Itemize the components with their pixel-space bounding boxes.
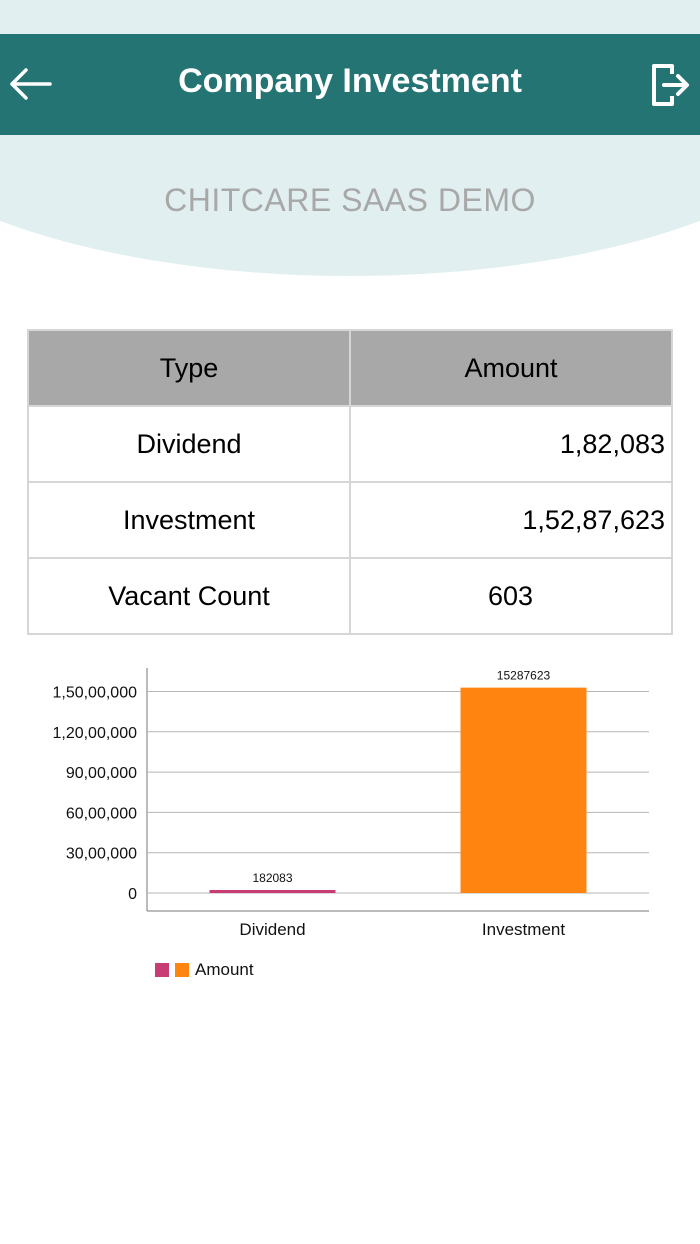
table-row (28, 406, 672, 482)
y-tick-label: 60,00,000 (65, 805, 137, 823)
column-header-type: Type (28, 330, 350, 406)
y-tick-label: 1,50,00,000 (52, 684, 137, 702)
column-header-amount: Amount (350, 330, 672, 406)
y-tick-label: 30,00,000 (65, 845, 137, 863)
bar-investment (461, 688, 587, 893)
x-tick-label: Investment (481, 920, 566, 939)
cell-type: Investment (28, 482, 350, 558)
company-name: CHITCARE SAAS DEMO (164, 182, 536, 218)
y-tick-label: 0 (128, 886, 137, 903)
table-row (28, 558, 672, 634)
legend-swatch-dividend (155, 963, 169, 977)
cell-amount: 1,52,87,623 (350, 482, 672, 558)
cell-amount: 603 (350, 558, 672, 634)
cell-type: Dividend (28, 406, 350, 482)
logout-button[interactable] (650, 62, 690, 108)
x-tick-label: Dividend (239, 920, 306, 939)
table-row (28, 482, 672, 558)
legend-swatch-investment (175, 963, 189, 977)
cell-amount: 1,82,083 (350, 406, 672, 482)
legend-label: Amount (195, 960, 254, 979)
amount-bar-chart (0, 650, 700, 950)
bar-dividend (210, 890, 336, 893)
data-label: 182083 (252, 871, 293, 885)
y-tick-label: 1,20,00,000 (52, 724, 137, 742)
page-title: Company Investment (178, 62, 522, 100)
logout-icon (650, 62, 690, 108)
data-label: 15287623 (496, 668, 551, 683)
table-header-row (28, 330, 672, 406)
navigation-bar (0, 34, 700, 135)
y-tick-label: 90,00,000 (65, 765, 137, 783)
cell-type: Vacant Count (28, 558, 350, 634)
investment-summary-table (27, 329, 673, 635)
chart-legend (155, 960, 254, 980)
